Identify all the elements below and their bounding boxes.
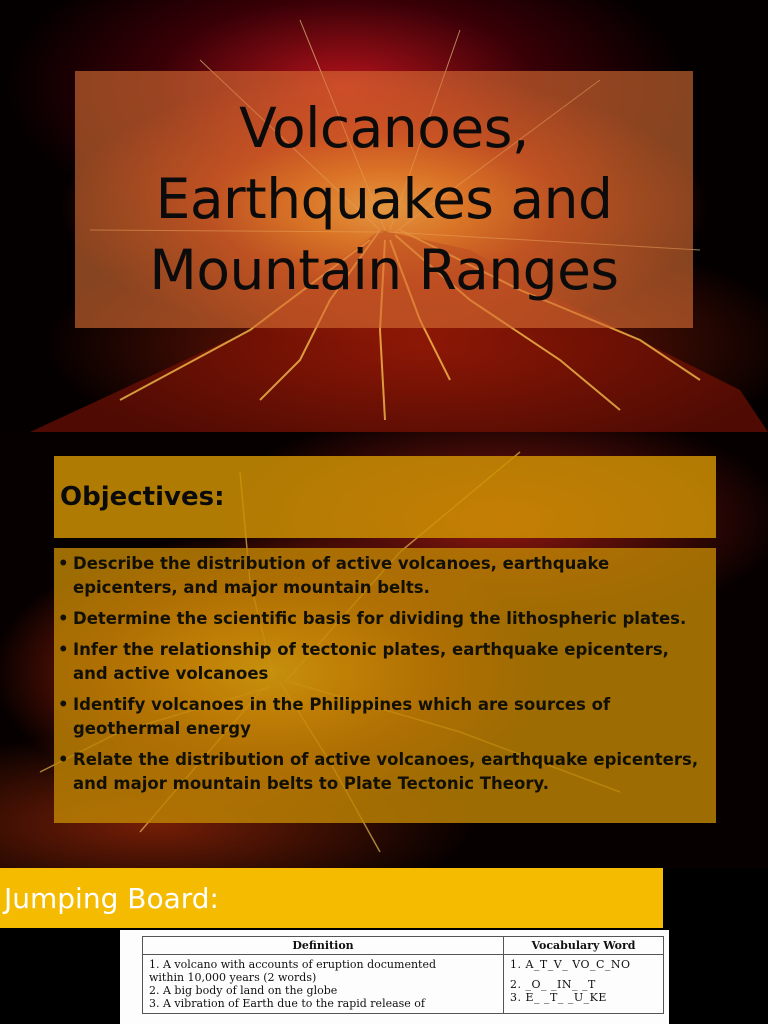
definition-cell: [143, 955, 504, 1014]
vocabulary-word: 1. A_T_V_ VO_C_NO: [510, 958, 631, 971]
table-header-row: [143, 937, 664, 955]
bullet-icon: •: [58, 554, 69, 573]
vocabulary-word: 3. E_ _T_ _U_KE: [510, 991, 607, 1004]
vocabulary-cell: [504, 955, 664, 1014]
objective-text: Describe the distribution of active volcanoes, earthquake epicenters, and major mountain belts.: [73, 554, 610, 597]
definition-line: 2. A big body of land on the globe: [149, 984, 338, 997]
objective-item: [58, 693, 702, 741]
slide-title: [149, 93, 618, 306]
title-box: [75, 71, 693, 328]
objective-text: Determine the scientific basis for dividing the lithospheric plates.: [73, 609, 687, 628]
column-header-vocabulary: Vocabulary Word: [504, 937, 664, 955]
objective-text: Identify volcanoes in the Philippines which are sources of geothermal energy: [73, 695, 611, 738]
title-slide: [0, 0, 768, 432]
objective-item: [58, 552, 702, 600]
objective-item: [58, 638, 702, 686]
objectives-header: [54, 456, 716, 538]
table-row: [143, 955, 664, 1014]
bullet-icon: •: [58, 640, 69, 659]
objectives-heading: Objectives:: [60, 482, 225, 512]
definition-line: 3. A vibration of Earth due to the rapid release of: [149, 997, 425, 1010]
definition-line: within 10,000 years (2 words): [149, 971, 317, 984]
bullet-icon: •: [58, 695, 69, 714]
jumping-board-heading: Jumping Board:: [4, 881, 219, 915]
jumping-board-header: [0, 868, 663, 928]
title-line: Volcanoes,: [239, 96, 529, 160]
objective-item: [58, 748, 702, 796]
title-line: Earthquakes and: [155, 167, 613, 231]
jumping-board-slide: [0, 868, 768, 1024]
column-header-definition: Definition: [143, 937, 504, 955]
objectives-slide: [0, 432, 768, 868]
worksheet-image: [120, 930, 669, 1024]
objective-text: Relate the distribution of active volcanoes, earthquake epicenters, and major mountain belts to Plate Tectonic Theory.: [73, 750, 699, 793]
bullet-icon: •: [58, 750, 69, 769]
objective-item: [58, 607, 702, 631]
title-line: Mountain Ranges: [149, 238, 619, 302]
bullet-icon: •: [58, 609, 69, 628]
objective-text: Infer the relationship of tectonic plates, earthquake epicenters, and active volcanoes: [73, 640, 669, 683]
vocabulary-word: 2. _O_ _IN_ _T: [510, 978, 596, 991]
objectives-body: [54, 548, 716, 823]
vocabulary-table: [142, 936, 664, 1014]
objectives-list: [58, 552, 702, 796]
definition-line: 1. A volcano with accounts of eruption documented: [149, 958, 437, 971]
